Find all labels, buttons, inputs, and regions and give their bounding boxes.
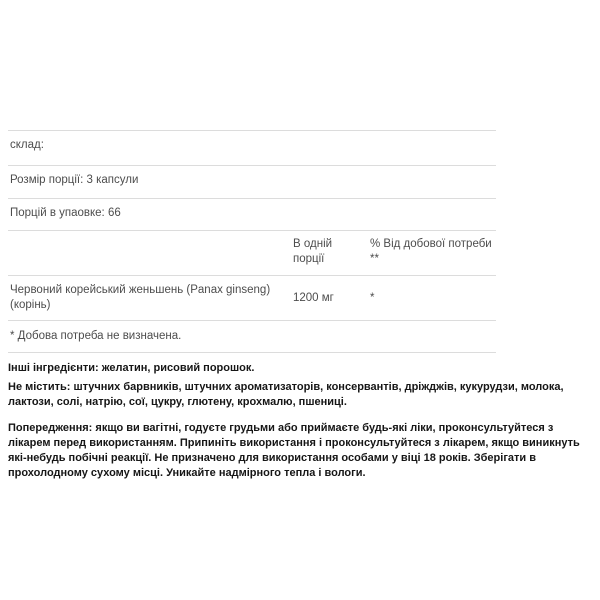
servings-per-pack-row <box>8 198 496 230</box>
notes-section <box>8 361 590 481</box>
supplement-facts-table <box>8 130 496 353</box>
table-header-row <box>8 230 496 275</box>
other-ingredients-note: Інші інгредієнти: желатин, рисовий порошок. <box>8 362 255 374</box>
composition-label: склад: <box>10 139 44 151</box>
ingredient-amount-cell: 1200 мг <box>293 291 334 304</box>
serving-size-label: Розмір порції: 3 капсули <box>10 174 139 186</box>
serving-size-row <box>8 165 496 198</box>
composition-row <box>8 130 496 165</box>
servings-per-pack-label: Порцій в упаовке: 66 <box>10 207 121 219</box>
daily-value-header-cell: % Від добової потреби ** <box>370 238 492 265</box>
daily-value-footnote: * Добова потреба не визначена. <box>10 330 182 342</box>
does-not-contain-note: Не містить: штучних барвників, штучних ароматизаторів, консервантів, дріжджів, кукурудзи, молока, лактози, солі, натрію, сої, цукру, глютену, крохмалю, пшениці. <box>8 381 564 408</box>
per-serving-header-cell: В одній порції <box>293 238 333 265</box>
ingredient-row <box>8 275 496 320</box>
ingredient-name-cell: Червоний корейський женьшень (Panax ginseng) (корінь) <box>10 284 271 311</box>
warnings-note: Попередження: якщо ви вагітні, годуєте грудьми або приймаєте будь-які ліки, проконсультуйтеся з лікарем перед використанням. Припиніть використання і проконсультуйтеся з лікарем, якщо виникнуть які-небудь побічні реакції. Не призначено для використання особами у віці 18 років. Зберігати в прохолодному сухому місці. Уникайте надмірного тепла і вологи. <box>8 422 580 479</box>
daily-value-footnote-row <box>8 320 496 352</box>
ingredient-daily-value-cell: * <box>370 291 375 304</box>
